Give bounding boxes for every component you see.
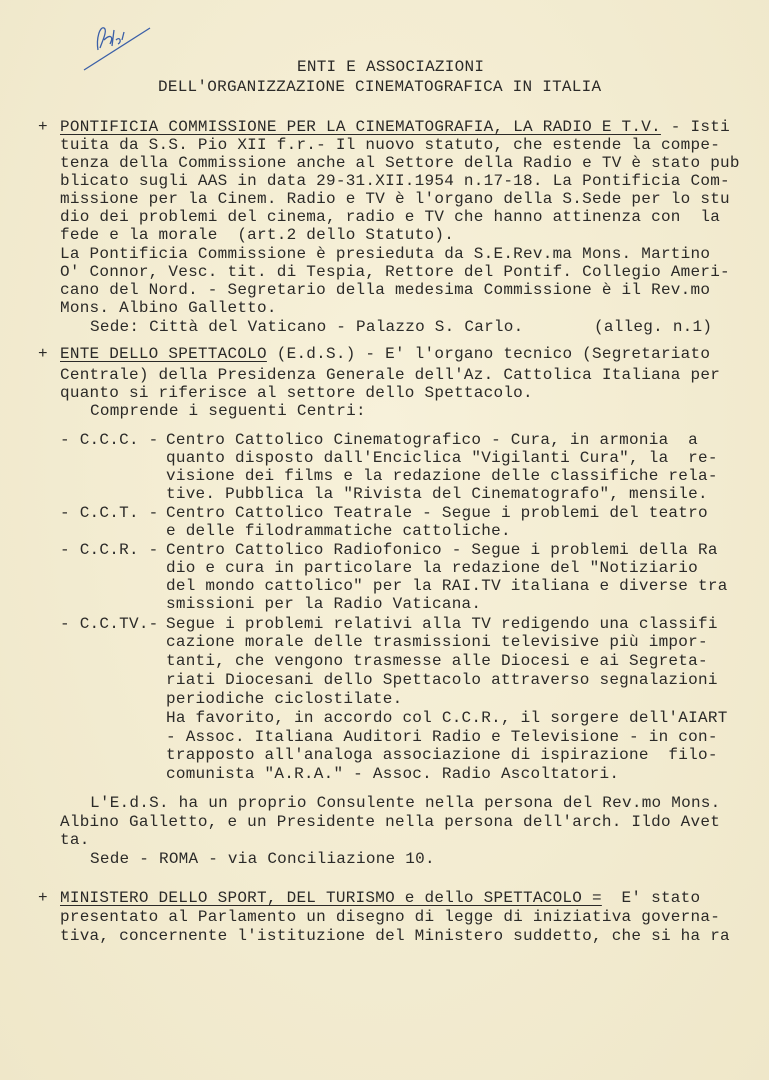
heading-text: MINISTERO DELLO SPORT, DEL TURISMO e dello SPETTACOLO = <box>60 889 602 907</box>
text-line: La Pontificia Commissione è presieduta da S.E.Rev.ma Mons. Martino <box>60 245 711 263</box>
text-line: visione dei films e la redazione delle classifiche rela- <box>166 467 718 485</box>
text-line: tanti, che vengono trasmesse alle Diocesi e ai Segreta- <box>166 652 708 670</box>
centro-label: - C.C.TV.- <box>60 615 159 633</box>
heading-rest: (E.d.S.) - E' l'organo tecnico (Segretariato <box>266 345 711 363</box>
text-line: tuita da S.S. Pio XII f.r.- Il nuovo statuto, che estende la compe- <box>60 136 721 154</box>
text-line: Centro Cattolico Teatrale - Segue i problemi del teatro <box>166 504 708 522</box>
section-heading-eds <box>60 345 710 363</box>
bullet: + <box>38 118 48 136</box>
text-line: cano del Nord. - Segretario della medesima Commissione è il Rev.mo <box>60 281 711 299</box>
bullet: + <box>38 889 48 907</box>
title-line-2: DELL'ORGANIZZAZIONE CINEMATOGRAFICA IN ITALIA <box>158 78 602 96</box>
text-line: e delle filodrammatiche cattoliche. <box>166 522 511 540</box>
section-heading-ministero <box>60 889 700 907</box>
text-line: ta. <box>60 831 90 849</box>
text-line: blicato sugli AAS in data 29-31.XII.1954 n.17-18. La Pontificia Com- <box>60 172 730 190</box>
text-line: quanto si riferisce al settore dello Spettacolo. <box>60 384 533 402</box>
heading-rest: - Isti <box>660 118 730 136</box>
heading-text: PONTIFICIA COMMISSIONE PER LA CINEMATOGRAFIA, LA RADIO E T.V. <box>60 118 661 136</box>
text-line: Ha favorito, in accordo col C.C.R., il sorgere dell'AIART <box>166 709 728 727</box>
text-line: L'E.d.S. ha un proprio Consulente nella persona del Rev.mo Mons. <box>90 794 721 812</box>
centro-label: - C.C.T. - <box>60 504 159 522</box>
text-line: riati Diocesani dello Spettacolo attraverso segnalazioni <box>166 671 718 689</box>
text-line: presentato al Parlamento un disegno di legge di iniziativa governa- <box>60 908 721 926</box>
title-line-1: ENTI E ASSOCIAZIONI <box>297 58 485 76</box>
sede-line: Sede: Città del Vaticano - Palazzo S. Carlo. <box>90 318 524 336</box>
text-line: Centrale) della Presidenza Generale dell'Az. Cattolica Italiana per <box>60 366 721 384</box>
text-line: periodiche ciclostilate. <box>166 690 403 708</box>
section-heading-pontificia <box>60 118 730 136</box>
text-line: Albino Galletto, e un Presidente nella persona dell'arch. Ildo Avet <box>60 813 721 831</box>
centro-label: - C.C.R. - <box>60 541 159 559</box>
centro-label: - C.C.C. - <box>60 431 159 449</box>
text-line: tive. Pubblica la "Rivista del Cinematografo", mensile. <box>166 485 708 503</box>
text-line: - Assoc. Italiana Auditori Radio e Televisione - in con- <box>166 728 718 746</box>
handwritten-signature <box>80 18 160 73</box>
text-line: tiva, concernente l'istituzione del Ministero suddetto, che si ha ra <box>60 927 730 945</box>
text-line: trapposto all'analoga associazione di ispirazione filo- <box>166 746 718 764</box>
text-line: comunista "A.R.A." - Assoc. Radio Ascoltatori. <box>166 765 620 783</box>
text-line: fede e la morale (art.2 dello Statuto). <box>60 226 455 244</box>
text-line: O' Connor, Vesc. tit. di Tespia, Rettore del Pontif. Collegio Ameri- <box>60 263 730 281</box>
text-line: missione per la Cinem. Radio e TV è l'organo della S.Sede per lo stu <box>60 190 730 208</box>
text-line: tenza della Commissione anche al Settore della Radio e TV è stato pub <box>60 154 740 172</box>
text-line: dio dei problemi del cinema, radio e TV che hanno attinenza con la <box>60 208 721 226</box>
text-line: quanto disposto dall'Enciclica "Vigilanti Cura", la re- <box>166 449 718 467</box>
text-line: del mondo cattolico" per la RAI.TV italiana e diverse tra <box>166 577 728 595</box>
sede-line: Sede - ROMA - via Conciliazione 10. <box>90 850 435 868</box>
allegato-ref: (alleg. n.1) <box>594 318 713 336</box>
text-line: Mons. Albino Galletto. <box>60 299 277 317</box>
intro-line: Comprende i seguenti Centri: <box>90 402 366 420</box>
heading-text: ENTE DELLO SPETTACOLO <box>60 345 267 363</box>
text-line: cazione morale delle trasmissioni televisive più impor- <box>166 633 708 651</box>
text-line: dio e cura in particolare la redazione del "Notiziario <box>166 559 698 577</box>
text-line: Segue i problemi relativi alla TV redigendo una classifi <box>166 615 718 633</box>
text-line: smissioni per la Radio Vaticana. <box>166 595 482 613</box>
heading-rest: E' stato <box>601 889 701 907</box>
text-line: Centro Cattolico Radiofonico - Segue i problemi della Ra <box>166 541 718 559</box>
bullet: + <box>38 345 48 363</box>
text-line: Centro Cattolico Cinematografico - Cura, in armonia a <box>166 431 698 449</box>
